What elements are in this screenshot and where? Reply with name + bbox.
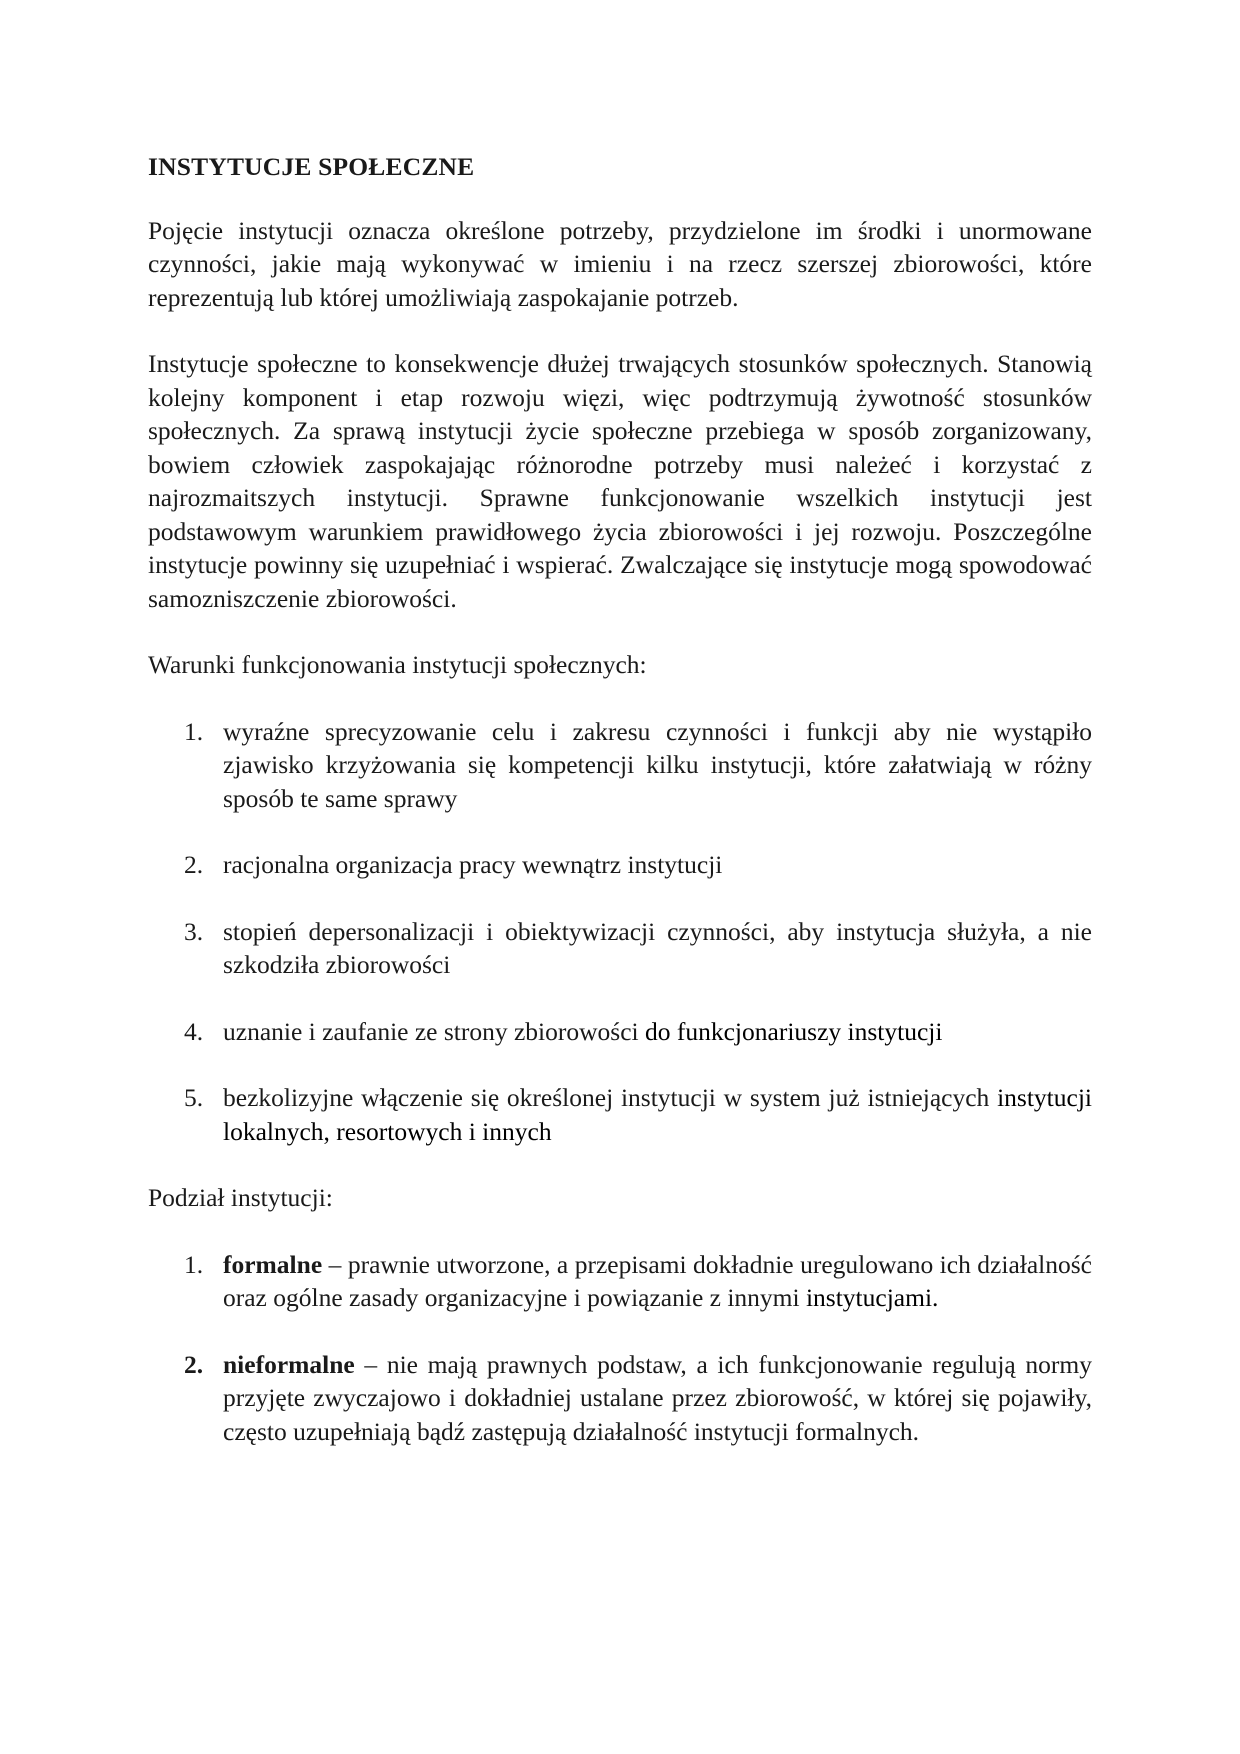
list-item-number: 1. <box>184 716 204 746</box>
conditions-heading: Warunki funkcjonowania instytucji społecznych: <box>148 650 647 679</box>
paragraph-definition: Pojęcie instytucji oznacza określone potrzeby, przydzielone im środki i unormowane czynności, jakie mają wykonywać w imieniu i na rzecz szerszej zbiorowości, które reprezentują lub której umożliwiają zaspokajanie potrzeb. <box>148 215 1092 312</box>
list-item <box>148 1081 1092 1148</box>
list-item-text: racjonalna organizacja pracy wewnątrz instytucji <box>223 850 723 879</box>
list-item-number: 5. <box>184 1083 204 1112</box>
list-item-text: stopień depersonalizacji i obiektywizacji czynności, aby instytucja służyła, a nie szkodziła zbiorowości <box>223 916 1092 979</box>
conditions-list <box>148 715 1092 1149</box>
paragraph-social-institutions: Instytucje społeczne to konsekwencje dłużej trwających stosunków społecznych. Stanowią kolejny komponent i etap rozwoju więzi, więc podtrzymują żywotność stosunków społecznych. Za sprawą instytucji życie społeczne przebiega w sposób zorganizowany, bowiem człowiek zaspokajając różnorodne potrzeby musi należeć i korzystać z najrozmaitszych instytucji. Sprawne funkcjonowanie wszelkich instytucji jest podstawowym warunkiem prawidłowego życia zbiorowości i jej rozwoju. Poszczególne instytucje powinny się uzupełniać i wspierać. Zwalczające się instytucje mogą spowodować samozniszczenie zbiorowości. <box>148 349 1092 613</box>
division-list <box>148 1248 1092 1449</box>
division-heading: Podział instytucji: <box>148 1183 333 1212</box>
list-item-text-tail: do funkcjonariuszy instytucji <box>645 1016 943 1046</box>
list-item <box>148 848 1092 882</box>
list-item-term: nieformalne <box>223 1349 355 1379</box>
list-item <box>148 1348 1092 1449</box>
list-item-text: bezkolizyjne włączenie się określonej instytucji w system już istniejących <box>223 1083 998 1112</box>
document-title: INSTYTUCJE SPOŁECZNE <box>148 152 475 181</box>
list-item-number: 2. <box>184 850 204 879</box>
list-item-number: 4. <box>184 1016 204 1046</box>
list-item-number: 3. <box>184 916 204 946</box>
list-item-number: 2. <box>184 1349 204 1379</box>
list-item <box>148 1248 1092 1315</box>
list-item-text-tail: instytucji lokalnych, resortowych i innych <box>223 1083 1092 1146</box>
list-item <box>148 715 1092 816</box>
list-item-term: formalne <box>223 1249 323 1279</box>
list-item-number: 1. <box>184 1249 204 1279</box>
list-item-text: – nie mają prawnych podstaw, a ich funkcjonowanie regulują normy przyjęte zwyczajowo i dokładniej ustalane przez zbiorowość, w której się pojawiły, często uzupełniają bądź zastępują działalność instytucji formalnych. <box>223 1349 1092 1446</box>
list-item <box>148 915 1092 982</box>
list-item-text: – prawnie utworzone, a przepisami dokładnie uregulowano ich działalność oraz ogólne zasady organizacyjne i powiązanie z innymi <box>223 1249 1092 1312</box>
list-item-text-tail: instytucjami. <box>805 1283 939 1312</box>
list-item <box>148 1015 1092 1049</box>
document-page <box>148 150 1092 1481</box>
list-item-text: uznanie i zaufanie ze strony zbiorowości <box>223 1016 645 1046</box>
list-item-text: wyraźne sprecyzowanie celu i zakresu czynności i funkcji aby nie wystąpiło zjawisko krzyżowania się kompetencji kilku instytucji, które załatwiają w różny sposób te same sprawy <box>223 716 1092 813</box>
